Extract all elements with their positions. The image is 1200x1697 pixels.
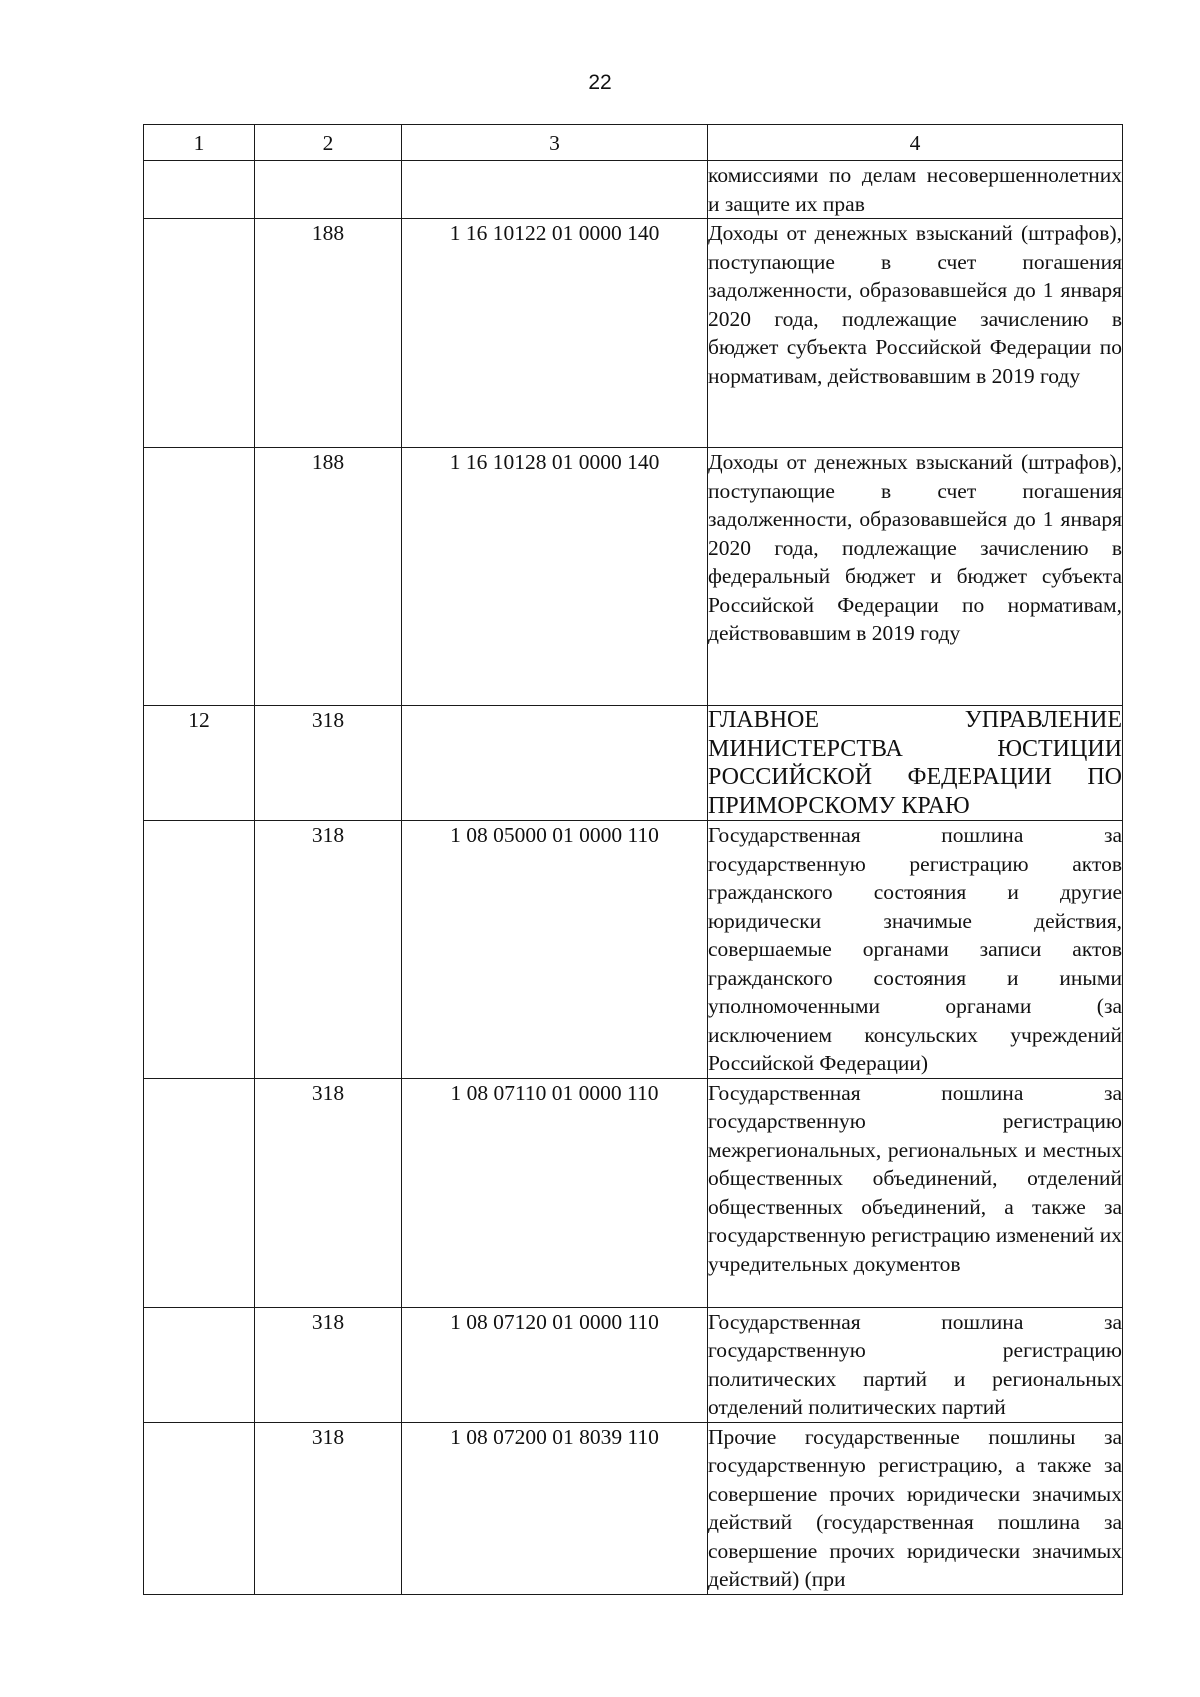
- admin-code-cell: 318: [255, 1078, 402, 1307]
- header-col-1: 1: [144, 125, 255, 161]
- revenue-name-cell: Прочие государственные пошлины за государственную регистрацию, а также за совершение прочих юридически значимых действий (государственная пошлина за совершение прочих юридически значимых действий) (при: [708, 1422, 1123, 1594]
- row-number-cell: [144, 1078, 255, 1307]
- row-number-cell: [144, 219, 255, 448]
- admin-code-cell: 318: [255, 1307, 402, 1422]
- table-row: [144, 448, 1123, 706]
- revenue-code-cell: 1 16 10122 01 0000 140: [402, 219, 708, 448]
- table-row: [144, 821, 1123, 1079]
- row-number-cell: [144, 821, 255, 1079]
- admin-code-cell: 188: [255, 448, 402, 706]
- header-col-3: 3: [402, 125, 708, 161]
- table-row: [144, 1307, 1123, 1422]
- row-number-cell: [144, 1422, 255, 1594]
- revenue-code-cell: 1 08 07110 01 0000 110: [402, 1078, 708, 1307]
- header-col-2: 2: [255, 125, 402, 161]
- revenue-name-cell: Доходы от денежных взысканий (штрафов), поступающие в счет погашения задолженности, образовавшейся до 1 января 2020 года, подлежащие зачислению в федеральный бюджет и бюджет субъекта Российской Федерации по нормативам, действовавшим в 2019 году: [708, 448, 1123, 706]
- table-row: [144, 706, 1123, 821]
- row-number-cell: [144, 161, 255, 219]
- table-row: [144, 1078, 1123, 1307]
- revenue-name-cell: Доходы от денежных взысканий (штрафов), поступающие в счет погашения задолженности, образовавшейся до 1 января 2020 года, подлежащие зачислению в бюджет субъекта Российской Федерации по нормативам, действовавшим в 2019 году: [708, 219, 1123, 448]
- row-number-cell: [144, 1307, 255, 1422]
- table-header-row: [144, 125, 1123, 161]
- revenue-codes-table: [143, 124, 1123, 1595]
- revenue-code-cell: 1 16 10128 01 0000 140: [402, 448, 708, 706]
- page-number: 22: [588, 71, 612, 94]
- admin-code-cell: 318: [255, 1422, 402, 1594]
- revenue-name-cell: Государственная пошлина за государственную регистрацию актов гражданского состояния и другие юридически значимые действия, совершаемые органами записи актов гражданского состояния и иными уполномоченными органами (за исключением консульских учреждений Российской Федерации): [708, 821, 1123, 1079]
- admin-code-cell: 188: [255, 219, 402, 448]
- row-number-cell: 12: [144, 706, 255, 821]
- table-row: [144, 1422, 1123, 1594]
- revenue-name-cell: Государственная пошлина за государственную регистрацию межрегиональных, региональных и местных общественных объединений, отделений общественных объединений, а также за государственную регистрацию изменений их учредительных документов: [708, 1078, 1123, 1307]
- revenue-name-cell: Государственная пошлина за государственную регистрацию политических партий и региональных отделений политических партий: [708, 1307, 1123, 1422]
- admin-code-cell: [255, 161, 402, 219]
- table-row: [144, 219, 1123, 448]
- row-number-cell: [144, 448, 255, 706]
- revenue-code-cell: 1 08 07200 01 8039 110: [402, 1422, 708, 1594]
- revenue-name-cell: комиссиями по делам несовершеннолетних и защите их прав: [708, 161, 1123, 219]
- administrator-name-cell: ГЛАВНОЕ УПРАВЛЕНИЕ МИНИСТЕРСТВА ЮСТИЦИИ РОССИЙСКОЙ ФЕДЕРАЦИИ ПО ПРИМОРСКОМУ КРАЮ: [708, 707, 1122, 819]
- header-col-4: 4: [708, 125, 1123, 161]
- revenue-code-cell: [402, 706, 708, 821]
- table-row: [144, 161, 1123, 219]
- revenue-code-cell: 1 08 05000 01 0000 110: [402, 821, 708, 1079]
- admin-code-cell: 318: [255, 821, 402, 1079]
- revenue-code-cell: [402, 161, 708, 219]
- admin-code-cell: 318: [255, 706, 402, 821]
- revenue-code-cell: 1 08 07120 01 0000 110: [402, 1307, 708, 1422]
